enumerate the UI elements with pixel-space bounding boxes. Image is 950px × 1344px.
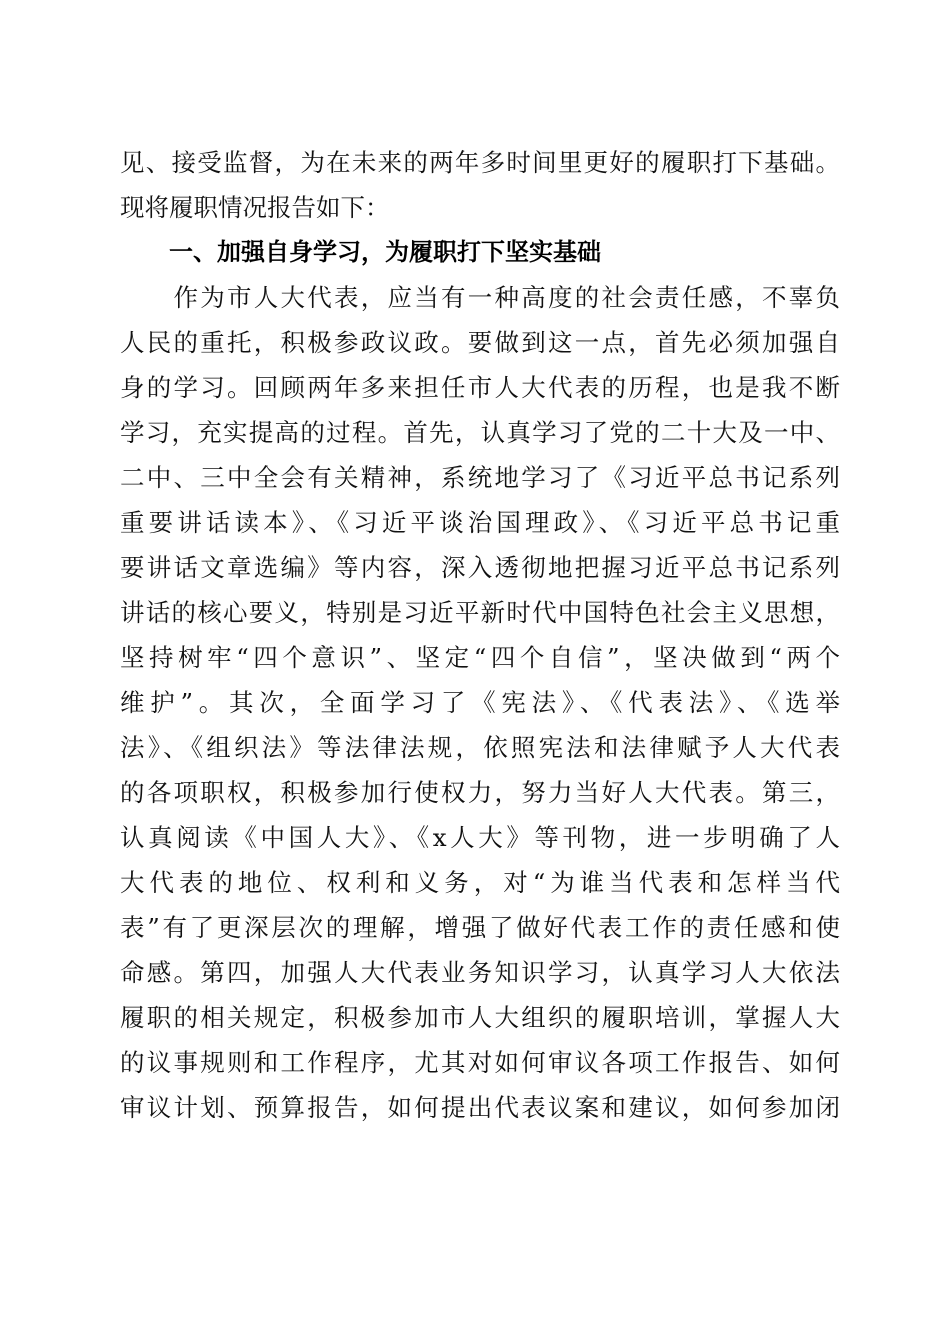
paragraph-line: 人民的重托，积极参政议政。要做到这一点，首先必须加强自 [120, 328, 840, 357]
paragraph-line: 表”有了更深层次的理解，增强了做好代表工作的责任感和使 [120, 913, 840, 942]
paragraph-line: 大代表的地位、权利和义务，对“为谁当代表和怎样当代 [120, 868, 840, 897]
body-text-line: 现将履职情况报告如下： [120, 193, 390, 222]
paragraph-line: 讲话的核心要义，特别是习近平新时代中国特色社会主义思想， [120, 598, 840, 627]
paragraph-line: 坚持树牢“四个意识”、坚定“四个自信”，坚决做到“两个 [120, 643, 840, 672]
paragraph-line: 要讲话文章选编》等内容，深入透彻地把握习近平总书记系列 [120, 553, 840, 582]
body-text-line: 见、接受监督，为在未来的两年多时间里更好的履职打下基础。 [120, 148, 840, 177]
paragraph-line: 法》、《组织法》等法律法规，依照宪法和法律赋予人大代表 [120, 733, 840, 762]
paragraph-line: 命感。第四，加强人大代表业务知识学习，认真学习人大依法 [120, 958, 840, 987]
section-heading: 一、加强自身学习，为履职打下坚实基础 [169, 238, 601, 266]
paragraph-line: 履职的相关规定，积极参加市人大组织的履职培训，掌握人大 [120, 1003, 840, 1032]
paragraph-line: 作为市人大代表，应当有一种高度的社会责任感，不辜负 [120, 283, 840, 312]
paragraph-line: 维护”。其次，全面学习了《宪法》、《代表法》、《选举 [120, 688, 840, 717]
paragraph-line: 的各项职权，积极参加行使权力，努力当好人大代表。第三， [120, 778, 840, 807]
paragraph-line: 身的学习。回顾两年多来担任市人大代表的历程，也是我不断 [120, 373, 840, 402]
paragraph-line: 的议事规则和工作程序，尤其对如何审议各项工作报告、如何 [120, 1048, 840, 1077]
paragraph-line: 二中、三中全会有关精神，系统地学习了《习近平总书记系列 [120, 463, 840, 492]
paragraph-line: 重要讲话读本》、《习近平谈治国理政》、《习近平总书记重 [120, 508, 840, 537]
paragraph-line: 学习，充实提高的过程。首先，认真学习了党的二十大及一中、 [120, 418, 840, 447]
paragraph-line: 审议计划、预算报告，如何提出代表议案和建议，如何参加闭 [120, 1093, 840, 1122]
paragraph-line: 认真阅读《中国人大》、《x人大》等刊物，进一步明确了人 [120, 823, 840, 852]
